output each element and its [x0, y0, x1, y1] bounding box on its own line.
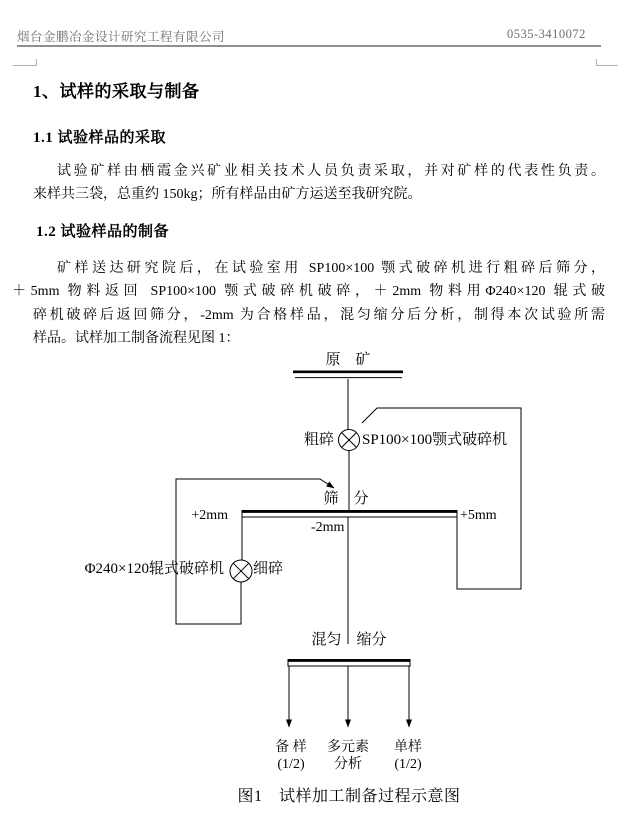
label-sieve: 筛 分 — [323, 491, 369, 507]
page-title: 1、试样的采取与制备 — [33, 82, 200, 101]
paragraph-1-line-2: 来样共三袋，总重约 150kg；所有样品由矿方运送至我研究院。 — [33, 187, 422, 203]
label-multi-element: 多元素 — [327, 740, 369, 755]
paragraph-1-line-1: 试验矿样由栖霞金兴矿业相关技术人员负责采取，并对矿样的代表性负责。 — [57, 164, 605, 179]
label-plus2mm: +2mm — [191, 508, 228, 523]
paragraph-2-line-2: ＋5mm 物料返回 SP100×100 颚式破碎机破碎，＋2mm 物料用Φ240×120 辊式破 — [12, 284, 605, 300]
header-company: 烟台金鹏冶金设计研究工程有限公司 — [17, 30, 226, 44]
paragraph-2-line-4: 样品。试样加工制备流程见图 1： — [33, 330, 240, 346]
label-reserve-sample: 备 样 — [275, 740, 307, 755]
label-analysis: 分析 — [334, 757, 362, 772]
header-rule — [17, 45, 601, 47]
text-boundary-mark-right-h — [596, 65, 618, 66]
text-boundary-mark-right-v — [596, 59, 597, 66]
paragraph-2 — [12, 257, 605, 350]
paragraph-1 — [33, 160, 605, 207]
header-phone: 0535-3410072 — [507, 27, 586, 41]
paragraph-2-line-3: 碎机破碎后返回筛分，-2mm 为合格样品，混匀缩分后分析，制得本次试验所需 — [33, 307, 605, 323]
label-plus5mm: +5mm — [460, 508, 497, 523]
text-boundary-mark-left-h — [13, 65, 37, 66]
label-single-fraction: (1/2) — [394, 757, 422, 772]
label-minus2mm: -2mm — [311, 520, 345, 535]
figure-caption: 图1 试样加工制备过程示意图 — [237, 788, 461, 805]
label-fine-crush: 细碎 — [253, 561, 284, 577]
label-mix-split: 混匀 缩分 — [311, 632, 387, 648]
label-jaw-crusher: SP100×100颚式破碎机 — [362, 432, 508, 448]
label-raw-ore: 原 矿 — [325, 352, 371, 368]
paragraph-2-line-1: 矿样送达研究院后，在试验室用 SP100×100 颚式破碎机进行粗碎后筛分， — [57, 261, 605, 276]
label-single-sample: 单样 — [394, 740, 422, 755]
label-roll-crusher: Φ240×120辊式破碎机 — [84, 561, 224, 577]
mix-split-bar — [288, 660, 410, 667]
label-coarse-crush: 粗碎 — [303, 432, 334, 448]
flowchart-diagram — [0, 350, 639, 740]
label-reserve-fraction: (1/2) — [277, 757, 305, 772]
coarse-crusher-symbol — [339, 430, 360, 451]
section-1-2-heading: 1.2 试验样品的制备 — [36, 224, 170, 240]
text-boundary-mark-left-v — [36, 59, 37, 66]
sieve-bar — [242, 511, 457, 518]
section-1-1-heading: 1.1 试验样品的采取 — [33, 130, 167, 146]
fine-crusher-symbol — [230, 560, 252, 582]
